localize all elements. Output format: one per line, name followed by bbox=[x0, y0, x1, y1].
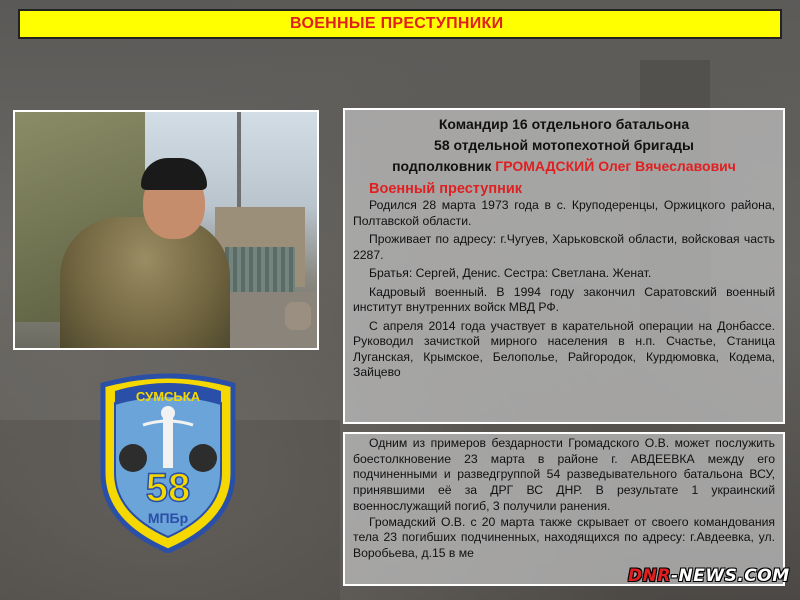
portrait-photo bbox=[13, 110, 319, 350]
bio-paragraph: С апреля 2014 года участвует в карательной операции на Донбассе. Руководил зачисткой мирного населения в н.п. Счастье, Станица Луганская, Крымское, Белополье, Райгородок, Курдюмовка, Кодема, Зайцево bbox=[353, 318, 775, 379]
incident-paragraph: Громадский О.В. с 20 марта также скрывает от своего командования тела 23 погибших подчиненных, находящихся по адресу: г.Авдеевка, ул. Воробьева, д.15 в ме bbox=[353, 514, 775, 560]
biography-heading: Командир 16 отдельного батальона 58 отдельной мотопехотной бригады подполковник ГРОМАДСКИЙ Олег Вячеславович bbox=[392, 116, 736, 174]
bio-paragraph: Братья: Сергей, Денис. Сестра: Светлана. Женат. bbox=[369, 266, 652, 280]
emblem-top-text: СУМСЬКА bbox=[135, 389, 201, 404]
person-name: ГРОМАДСКИЙ Олег Вячеславович bbox=[495, 158, 736, 174]
emblem-number: 58 bbox=[145, 466, 191, 510]
emblem-bottom-text: МПБр bbox=[147, 510, 189, 526]
page-title: ВОЕННЫЕ ПРЕСТУПНИКИ bbox=[290, 15, 504, 32]
bio-paragraph: Родился 28 марта 1973 года в с. Круподеренцы, Оржицкого района, Полтавской области. bbox=[353, 198, 775, 228]
page-title-bar bbox=[18, 9, 782, 39]
biography-panel bbox=[343, 108, 785, 424]
brigade-emblem bbox=[93, 373, 243, 553]
bio-paragraph: Кадровый военный. В 1994 году закончил Саратовский военный институт внутренних войск МВД РФ. bbox=[353, 284, 775, 314]
incident-paragraph: Одним из примеров бездарности Громадского О.В. может послужить боестолкновение 23 марта в районе г. АВДЕЕВКА между его подчиненными и разведгруппой 54 разведывательного батальона ВСУ, принявшими её за ДРГ ВС ДНР. В результате 1 украинский военнослужащий погиб, 3 получили ранения. bbox=[353, 436, 775, 513]
incident-panel bbox=[343, 432, 785, 586]
biography-subheading: Военный преступник bbox=[369, 181, 523, 197]
bio-paragraph: Проживает по адресу: г.Чугуев, Харьковской области, войсковая часть 2287. bbox=[353, 232, 775, 262]
site-watermark: DNR-NEWS.COM bbox=[628, 566, 790, 586]
